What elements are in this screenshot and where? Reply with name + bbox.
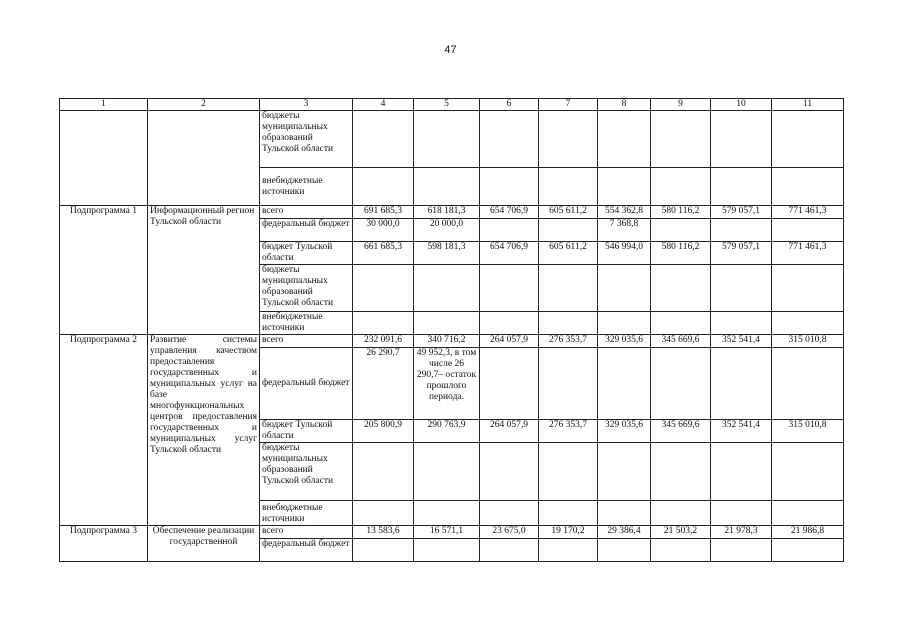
value-cell bbox=[539, 348, 598, 420]
value-cell: 579 057,1 bbox=[711, 206, 772, 219]
source-cell: федеральный бюджет bbox=[260, 539, 353, 562]
value-cell: 618 181,3 bbox=[414, 206, 480, 219]
value-cell: 580 116,2 bbox=[651, 242, 711, 265]
program-cell: Подпрограмма 2 bbox=[60, 335, 148, 526]
value-cell bbox=[651, 219, 711, 242]
value-cell: 345 669,6 bbox=[651, 420, 711, 443]
budget-table bbox=[59, 98, 844, 562]
value-cell: 605 611,2 bbox=[539, 242, 598, 265]
value-cell: 329 035,6 bbox=[598, 420, 651, 443]
source-cell: бюджеты муниципальных образований Тульской области bbox=[260, 443, 353, 501]
value-cell bbox=[480, 219, 539, 242]
value-cell bbox=[772, 219, 844, 242]
value-cell: 771 461,3 bbox=[772, 206, 844, 219]
description-cell bbox=[148, 111, 260, 206]
value-cell: 329 035,6 bbox=[598, 335, 651, 348]
source-cell: внебюджетные источники bbox=[260, 501, 353, 526]
value-cell: 315 010,8 bbox=[772, 335, 844, 348]
header-cell: 2 bbox=[148, 99, 260, 111]
value-cell: 232 091,6 bbox=[353, 335, 414, 348]
value-cell: 661 685,3 bbox=[353, 242, 414, 265]
value-cell: 30 000,0 bbox=[353, 219, 414, 242]
source-cell: всего bbox=[260, 206, 353, 219]
description-cell: Обеспечение реализации государственной bbox=[148, 526, 260, 562]
value-cell: 315 010,8 bbox=[772, 420, 844, 443]
value-cell: 654 706,9 bbox=[480, 206, 539, 219]
value-cell: 7 368,8 bbox=[598, 219, 651, 242]
table-row bbox=[60, 526, 844, 539]
value-cell: 21 503,2 bbox=[651, 526, 711, 539]
table-row bbox=[60, 111, 844, 168]
program-cell: Подпрограмма 3 bbox=[60, 526, 148, 562]
value-cell bbox=[480, 348, 539, 420]
value-cell bbox=[772, 348, 844, 420]
value-cell: 352 541,4 bbox=[711, 420, 772, 443]
source-cell: внебюджетные источники bbox=[260, 312, 353, 335]
header-cell: 7 bbox=[539, 99, 598, 111]
table-row bbox=[60, 206, 844, 219]
table-row bbox=[60, 335, 844, 348]
value-cell bbox=[711, 219, 772, 242]
value-cell: 205 800,9 bbox=[353, 420, 414, 443]
value-cell: 352 541,4 bbox=[711, 335, 772, 348]
header-cell: 10 bbox=[711, 99, 772, 111]
value-cell: 26 290,7 bbox=[353, 348, 414, 420]
value-cell: 264 057,9 bbox=[480, 335, 539, 348]
value-cell: 276 353,7 bbox=[539, 420, 598, 443]
value-cell bbox=[651, 348, 711, 420]
value-cell: 580 116,2 bbox=[651, 206, 711, 219]
value-cell: 276 353,7 bbox=[539, 335, 598, 348]
source-cell: бюджет Тульской области bbox=[260, 242, 353, 265]
value-cell: 29 386,4 bbox=[598, 526, 651, 539]
source-cell: федеральный бюджет bbox=[260, 348, 353, 420]
source-cell: всего bbox=[260, 335, 353, 348]
value-cell: 654 706,9 bbox=[480, 242, 539, 265]
source-cell: внебюджетные источники bbox=[260, 168, 353, 206]
page-number: 47 bbox=[444, 44, 457, 56]
value-cell bbox=[539, 219, 598, 242]
value-cell: 21 986,8 bbox=[772, 526, 844, 539]
value-cell: 605 611,2 bbox=[539, 206, 598, 219]
header-cell: 5 bbox=[414, 99, 480, 111]
value-cell: 546 994,0 bbox=[598, 242, 651, 265]
header-row bbox=[60, 99, 844, 111]
header-cell: 9 bbox=[651, 99, 711, 111]
source-cell: бюджеты муниципальных образований Тульской области bbox=[260, 265, 353, 312]
source-cell: всего bbox=[260, 526, 353, 539]
header-cell: 3 bbox=[260, 99, 353, 111]
value-cell: 340 716,2 bbox=[414, 335, 480, 348]
program-cell bbox=[60, 111, 148, 206]
value-cell bbox=[598, 348, 651, 420]
value-cell: 290 763,9 bbox=[414, 420, 480, 443]
value-cell bbox=[711, 348, 772, 420]
value-cell: 16 571,1 bbox=[414, 526, 480, 539]
value-cell: 21 978,3 bbox=[711, 526, 772, 539]
value-cell: 264 057,9 bbox=[480, 420, 539, 443]
value-cell: 691 685,3 bbox=[353, 206, 414, 219]
value-cell: 345 669,6 bbox=[651, 335, 711, 348]
header-cell: 1 bbox=[60, 99, 148, 111]
header-cell: 4 bbox=[353, 99, 414, 111]
header-cell: 8 bbox=[598, 99, 651, 111]
value-cell: 23 675,0 bbox=[480, 526, 539, 539]
description-cell: Информационный регион Тульской области bbox=[148, 206, 260, 335]
value-cell: 771 461,3 bbox=[772, 242, 844, 265]
program-cell: Подпрограмма 1 bbox=[60, 206, 148, 335]
value-note-cell: 49 952,3, в том числе 26 290,7– остаток прошлого периода. bbox=[414, 348, 480, 420]
value-cell: 554 362,8 bbox=[598, 206, 651, 219]
description-cell: Развитие системы управления качеством предоставления государственных и муниципальных услуг на базе многофункциональных центров предоставления государственных и муниципальных услуг Тульской области bbox=[148, 335, 260, 526]
source-cell: бюджет Тульской области bbox=[260, 420, 353, 443]
source-cell: федеральный бюджет bbox=[260, 219, 353, 242]
value-cell: 579 057,1 bbox=[711, 242, 772, 265]
header-cell: 6 bbox=[480, 99, 539, 111]
value-cell: 598 181,3 bbox=[414, 242, 480, 265]
value-cell: 19 170,2 bbox=[539, 526, 598, 539]
header-cell: 11 bbox=[772, 99, 844, 111]
source-cell: бюджеты муниципальных образований Тульской области bbox=[260, 111, 353, 168]
value-cell: 20 000,0 bbox=[414, 219, 480, 242]
value-cell: 13 583,6 bbox=[353, 526, 414, 539]
